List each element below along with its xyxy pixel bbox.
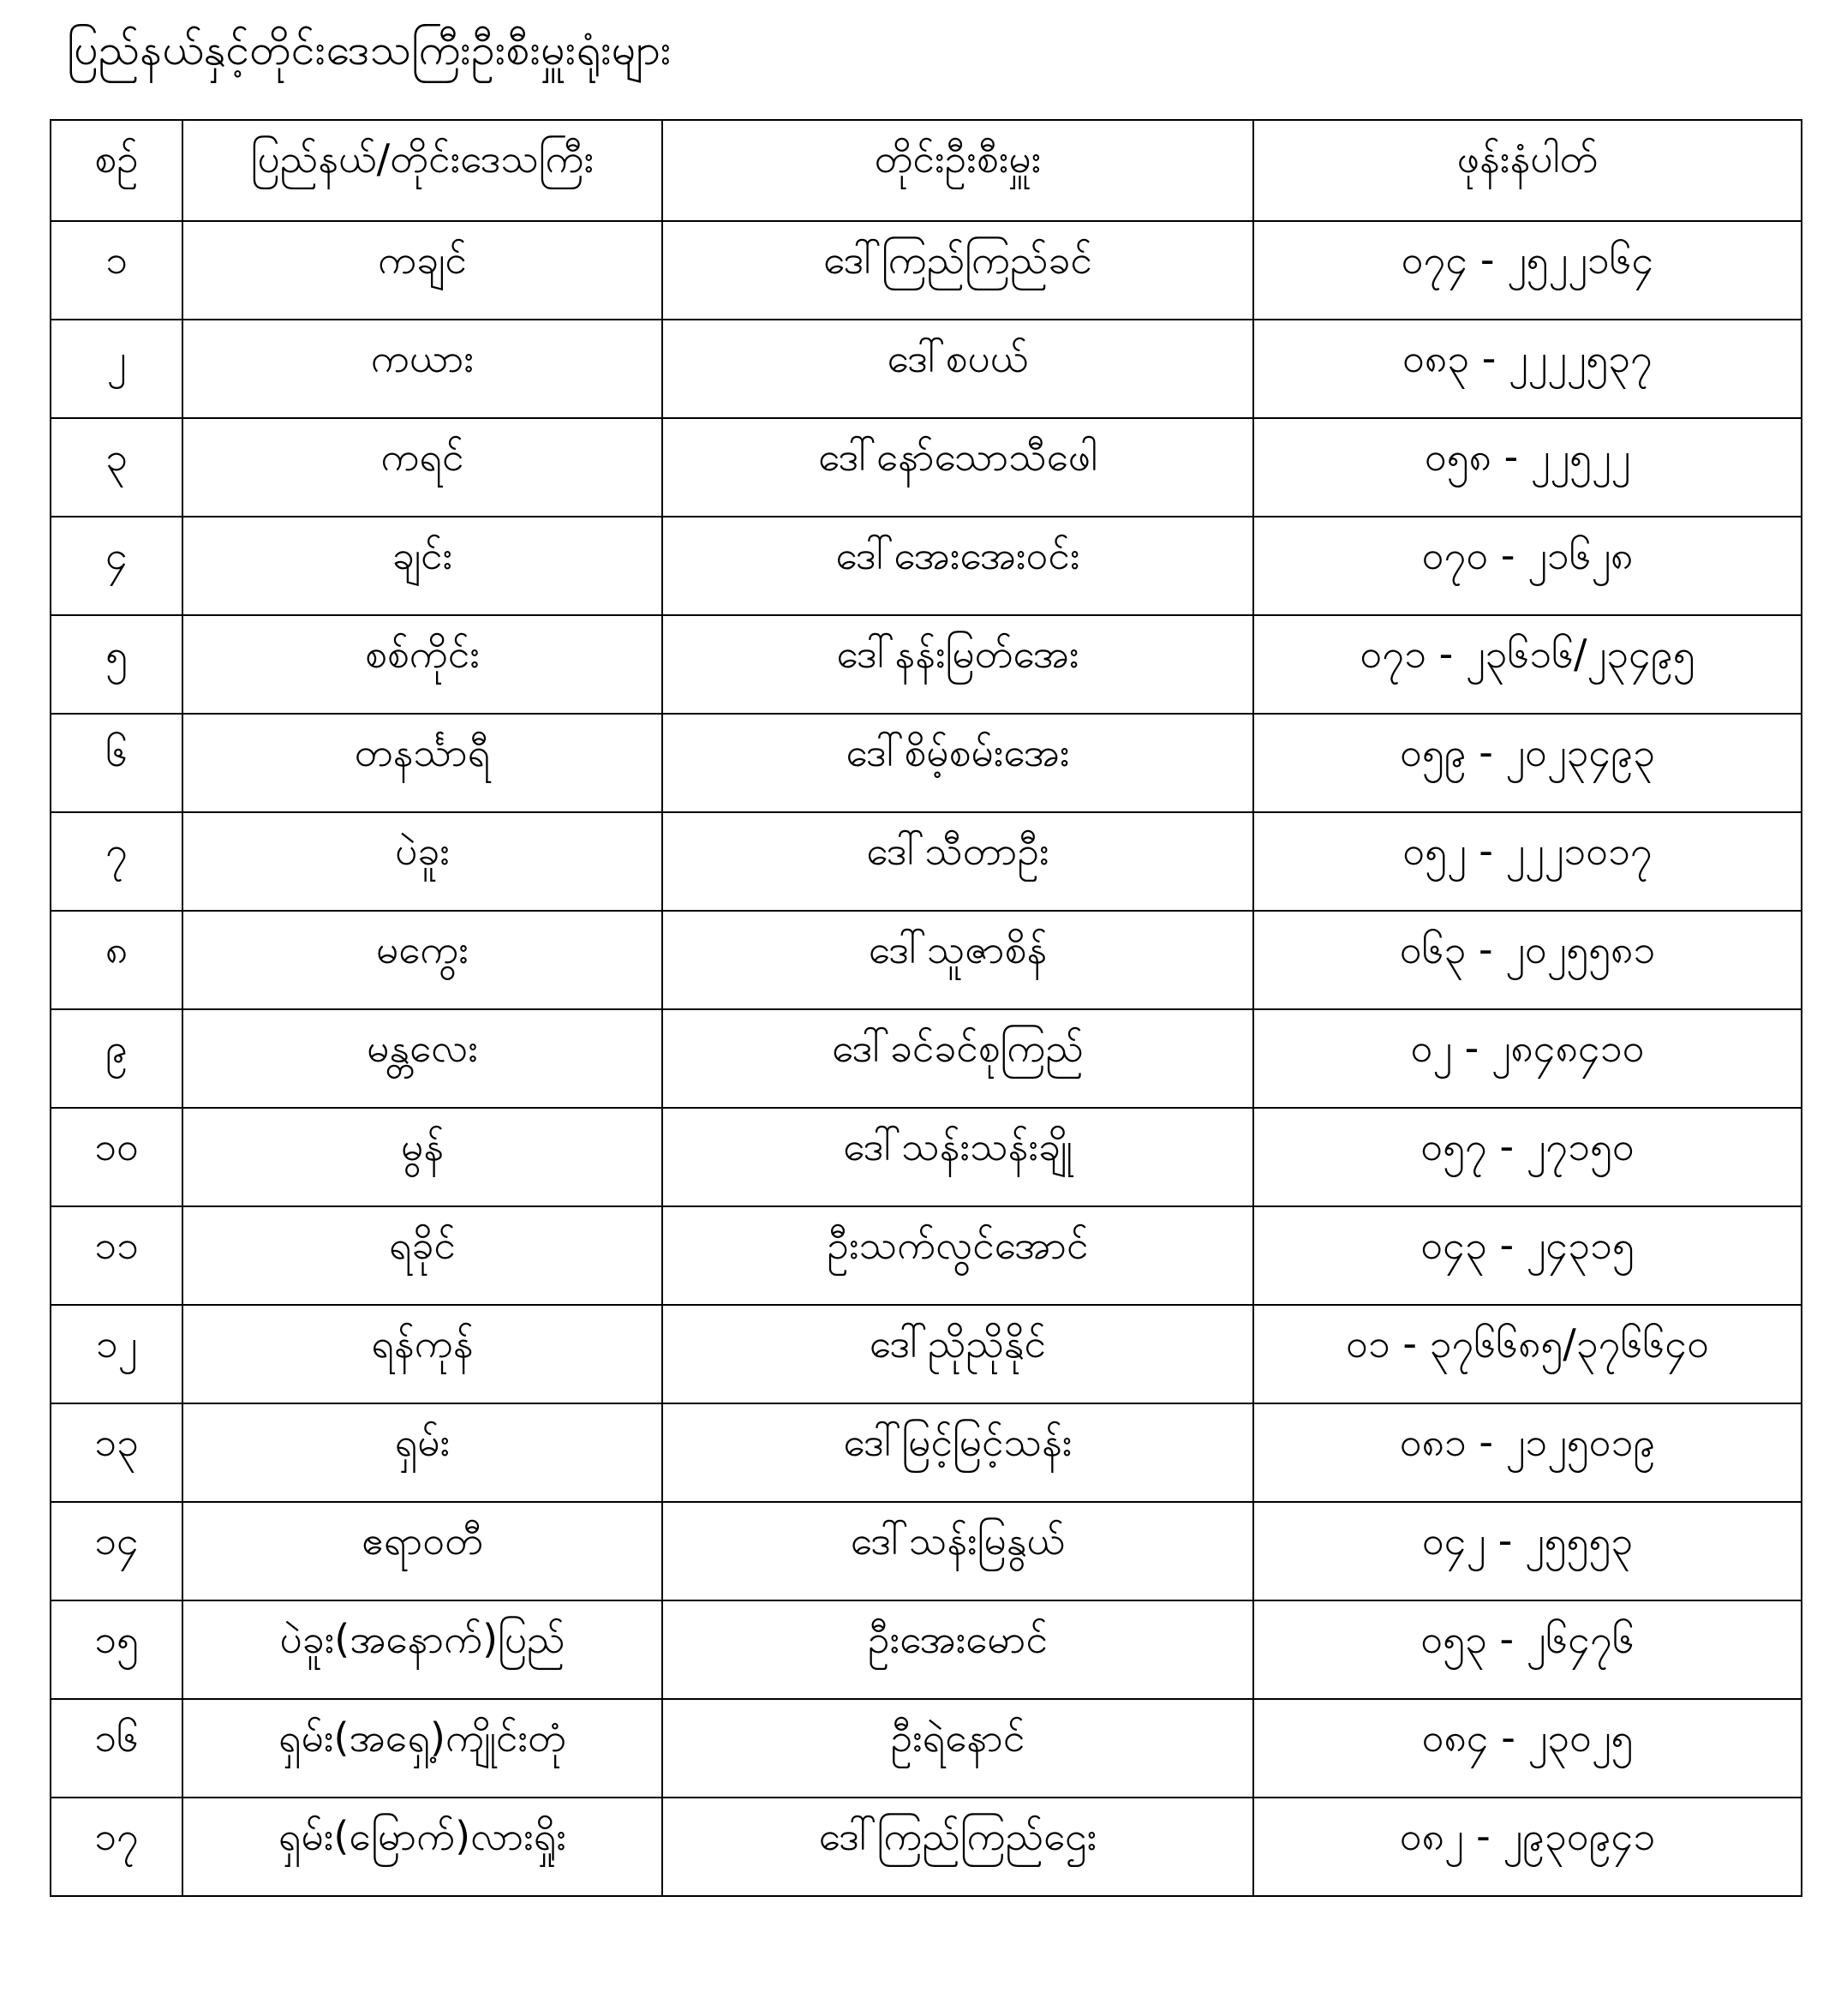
row-no: ၁၅ bbox=[51, 1600, 182, 1699]
row-phone: ၀၅၉ - ၂၀၂၃၄၉၃ bbox=[1253, 714, 1802, 812]
row-no: ၉ bbox=[51, 1009, 182, 1108]
row-phone: ၀၈၁ - ၂၁၂၅၀၁၉ bbox=[1253, 1403, 1802, 1502]
row-region: ရန်ကုန် bbox=[182, 1305, 662, 1403]
row-no: ၁၀ bbox=[51, 1108, 182, 1206]
row-head: ဦးရဲနောင် bbox=[662, 1699, 1253, 1798]
row-no: ၄ bbox=[51, 517, 182, 615]
row-head: ဒေါ်သန်းမြနွယ် bbox=[662, 1502, 1253, 1600]
row-head: ဒေါ်စပယ် bbox=[662, 320, 1253, 418]
page-title: ပြည်နယ်နှင့်တိုင်းဒေသကြီးဦးစီးမှူးရုံးများ bbox=[67, 25, 672, 75]
row-head: ဒေါ်သန်းသန်းချို bbox=[662, 1108, 1253, 1206]
row-region: မန္တလေး bbox=[182, 1009, 662, 1108]
row-no: ၁ bbox=[51, 221, 182, 320]
row-phone: ၀၇၀ - ၂၁၆၂၈ bbox=[1253, 517, 1802, 615]
row-phone: ၀၆၃ - ၂၀၂၅၅၈၁ bbox=[1253, 911, 1802, 1009]
table-row bbox=[51, 812, 1802, 911]
row-region: ဧရာဝတီ bbox=[182, 1502, 662, 1600]
row-head: ဒေါ်မြင့်မြင့်သန်း bbox=[662, 1403, 1253, 1502]
row-region: ရှမ်း(အရှေ့)ကျိုင်းတုံ bbox=[182, 1699, 662, 1798]
row-head: ဒေါ်ကြည်ကြည်ခင် bbox=[662, 221, 1253, 320]
row-phone: ၀၇၁ - ၂၃၆၁၆/၂၃၄၉၅ bbox=[1253, 615, 1802, 714]
row-head: ဒေါ်ညိုညိုနိုင် bbox=[662, 1305, 1253, 1403]
row-region: မွန် bbox=[182, 1108, 662, 1206]
row-region: မကွေး bbox=[182, 911, 662, 1009]
row-no: ၇ bbox=[51, 812, 182, 911]
row-head: ဒေါ်သူဇာစိန် bbox=[662, 911, 1253, 1009]
row-head: ဒေါ်ခင်ခင်စုကြည် bbox=[662, 1009, 1253, 1108]
row-head: ဒေါ်စိမ့်စမ်းအေး bbox=[662, 714, 1253, 812]
row-no: ၁၁ bbox=[51, 1206, 182, 1305]
row-head: ဒေါ်ကြည်ကြည်ဌေး bbox=[662, 1798, 1253, 1896]
row-head: ဒေါ်နန်းမြတ်အေး bbox=[662, 615, 1253, 714]
row-head: ဒေါ်နော်သောသီဖေါ bbox=[662, 418, 1253, 517]
row-region: စစ်ကိုင်း bbox=[182, 615, 662, 714]
row-phone: ၀၁ - ၃၇၆၆၈၅/၃၇၆၆၄၀ bbox=[1253, 1305, 1802, 1403]
row-phone: ၀၅၇ - ၂၇၁၅၀ bbox=[1253, 1108, 1802, 1206]
row-no: ၅ bbox=[51, 615, 182, 714]
row-region: ကချင် bbox=[182, 221, 662, 320]
row-phone: ၀၅၃ - ၂၆၄၇၆ bbox=[1253, 1600, 1802, 1699]
column-header-head: တိုင်းဦးစီးမှူး bbox=[662, 120, 1253, 221]
row-region: ရခိုင် bbox=[182, 1206, 662, 1305]
table-row bbox=[51, 911, 1802, 1009]
column-header-no: စဉ် bbox=[51, 120, 182, 221]
table-row bbox=[51, 1305, 1802, 1403]
row-no: ၁၃ bbox=[51, 1403, 182, 1502]
row-phone: ၀၈၃ - ၂၂၂၂၅၃၇ bbox=[1253, 320, 1802, 418]
table-row bbox=[51, 1403, 1802, 1502]
row-phone: ၀၄၃ - ၂၄၃၁၅ bbox=[1253, 1206, 1802, 1305]
row-no: ၁၂ bbox=[51, 1305, 182, 1403]
row-phone: ၀၈၄ - ၂၃၀၂၅ bbox=[1253, 1699, 1802, 1798]
row-head: ဒေါ်အေးအေးဝင်း bbox=[662, 517, 1253, 615]
table-row bbox=[51, 320, 1802, 418]
row-region: ကရင် bbox=[182, 418, 662, 517]
row-phone: ၀၈၂ - ၂၉၃၀၉၄၁ bbox=[1253, 1798, 1802, 1896]
table-row bbox=[51, 517, 1802, 615]
row-no: ၁၆ bbox=[51, 1699, 182, 1798]
column-header-phone: ဖုန်းနံပါတ် bbox=[1253, 120, 1802, 221]
table-header-row bbox=[51, 120, 1802, 221]
row-phone: ၀၅၂ - ၂၂၂၁၀၁၇ bbox=[1253, 812, 1802, 911]
table-row bbox=[51, 1009, 1802, 1108]
row-no: ၆ bbox=[51, 714, 182, 812]
table-row bbox=[51, 615, 1802, 714]
table-row bbox=[51, 1798, 1802, 1896]
row-no: ၁၇ bbox=[51, 1798, 182, 1896]
row-region: ချင်း bbox=[182, 517, 662, 615]
row-head: ဦးအေးမောင် bbox=[662, 1600, 1253, 1699]
column-header-region: ပြည်နယ်/တိုင်းဒေသကြီး bbox=[182, 120, 662, 221]
table-row bbox=[51, 1502, 1802, 1600]
row-no: ၃ bbox=[51, 418, 182, 517]
row-phone: ၀၇၄ - ၂၅၂၂၁၆၄ bbox=[1253, 221, 1802, 320]
table-row bbox=[51, 221, 1802, 320]
table-row bbox=[51, 1206, 1802, 1305]
row-region: ရှမ်း bbox=[182, 1403, 662, 1502]
row-phone: ၀၂ - ၂၈၄၈၄၁၀ bbox=[1253, 1009, 1802, 1108]
row-head: ဦးသက်လွင်အောင် bbox=[662, 1206, 1253, 1305]
row-region: တနင်္သာရီ bbox=[182, 714, 662, 812]
table-row bbox=[51, 418, 1802, 517]
office-directory-table bbox=[50, 119, 1802, 1897]
table-row bbox=[51, 1108, 1802, 1206]
table-row bbox=[51, 714, 1802, 812]
table-row bbox=[51, 1699, 1802, 1798]
row-phone: ၀၄၂ - ၂၅၅၅၃ bbox=[1253, 1502, 1802, 1600]
row-region: ပဲခူး(အနောက်)ပြည် bbox=[182, 1600, 662, 1699]
row-phone: ၀၅၈ - ၂၂၅၂၂ bbox=[1253, 418, 1802, 517]
row-no: ၂ bbox=[51, 320, 182, 418]
table-row bbox=[51, 1600, 1802, 1699]
row-no: ၁၄ bbox=[51, 1502, 182, 1600]
row-region: ကယား bbox=[182, 320, 662, 418]
row-head: ဒေါ်သီတာဦး bbox=[662, 812, 1253, 911]
row-no: ၈ bbox=[51, 911, 182, 1009]
row-region: ပဲခူး bbox=[182, 812, 662, 911]
row-region: ရှမ်း(မြောက်)လားရှိုး bbox=[182, 1798, 662, 1896]
